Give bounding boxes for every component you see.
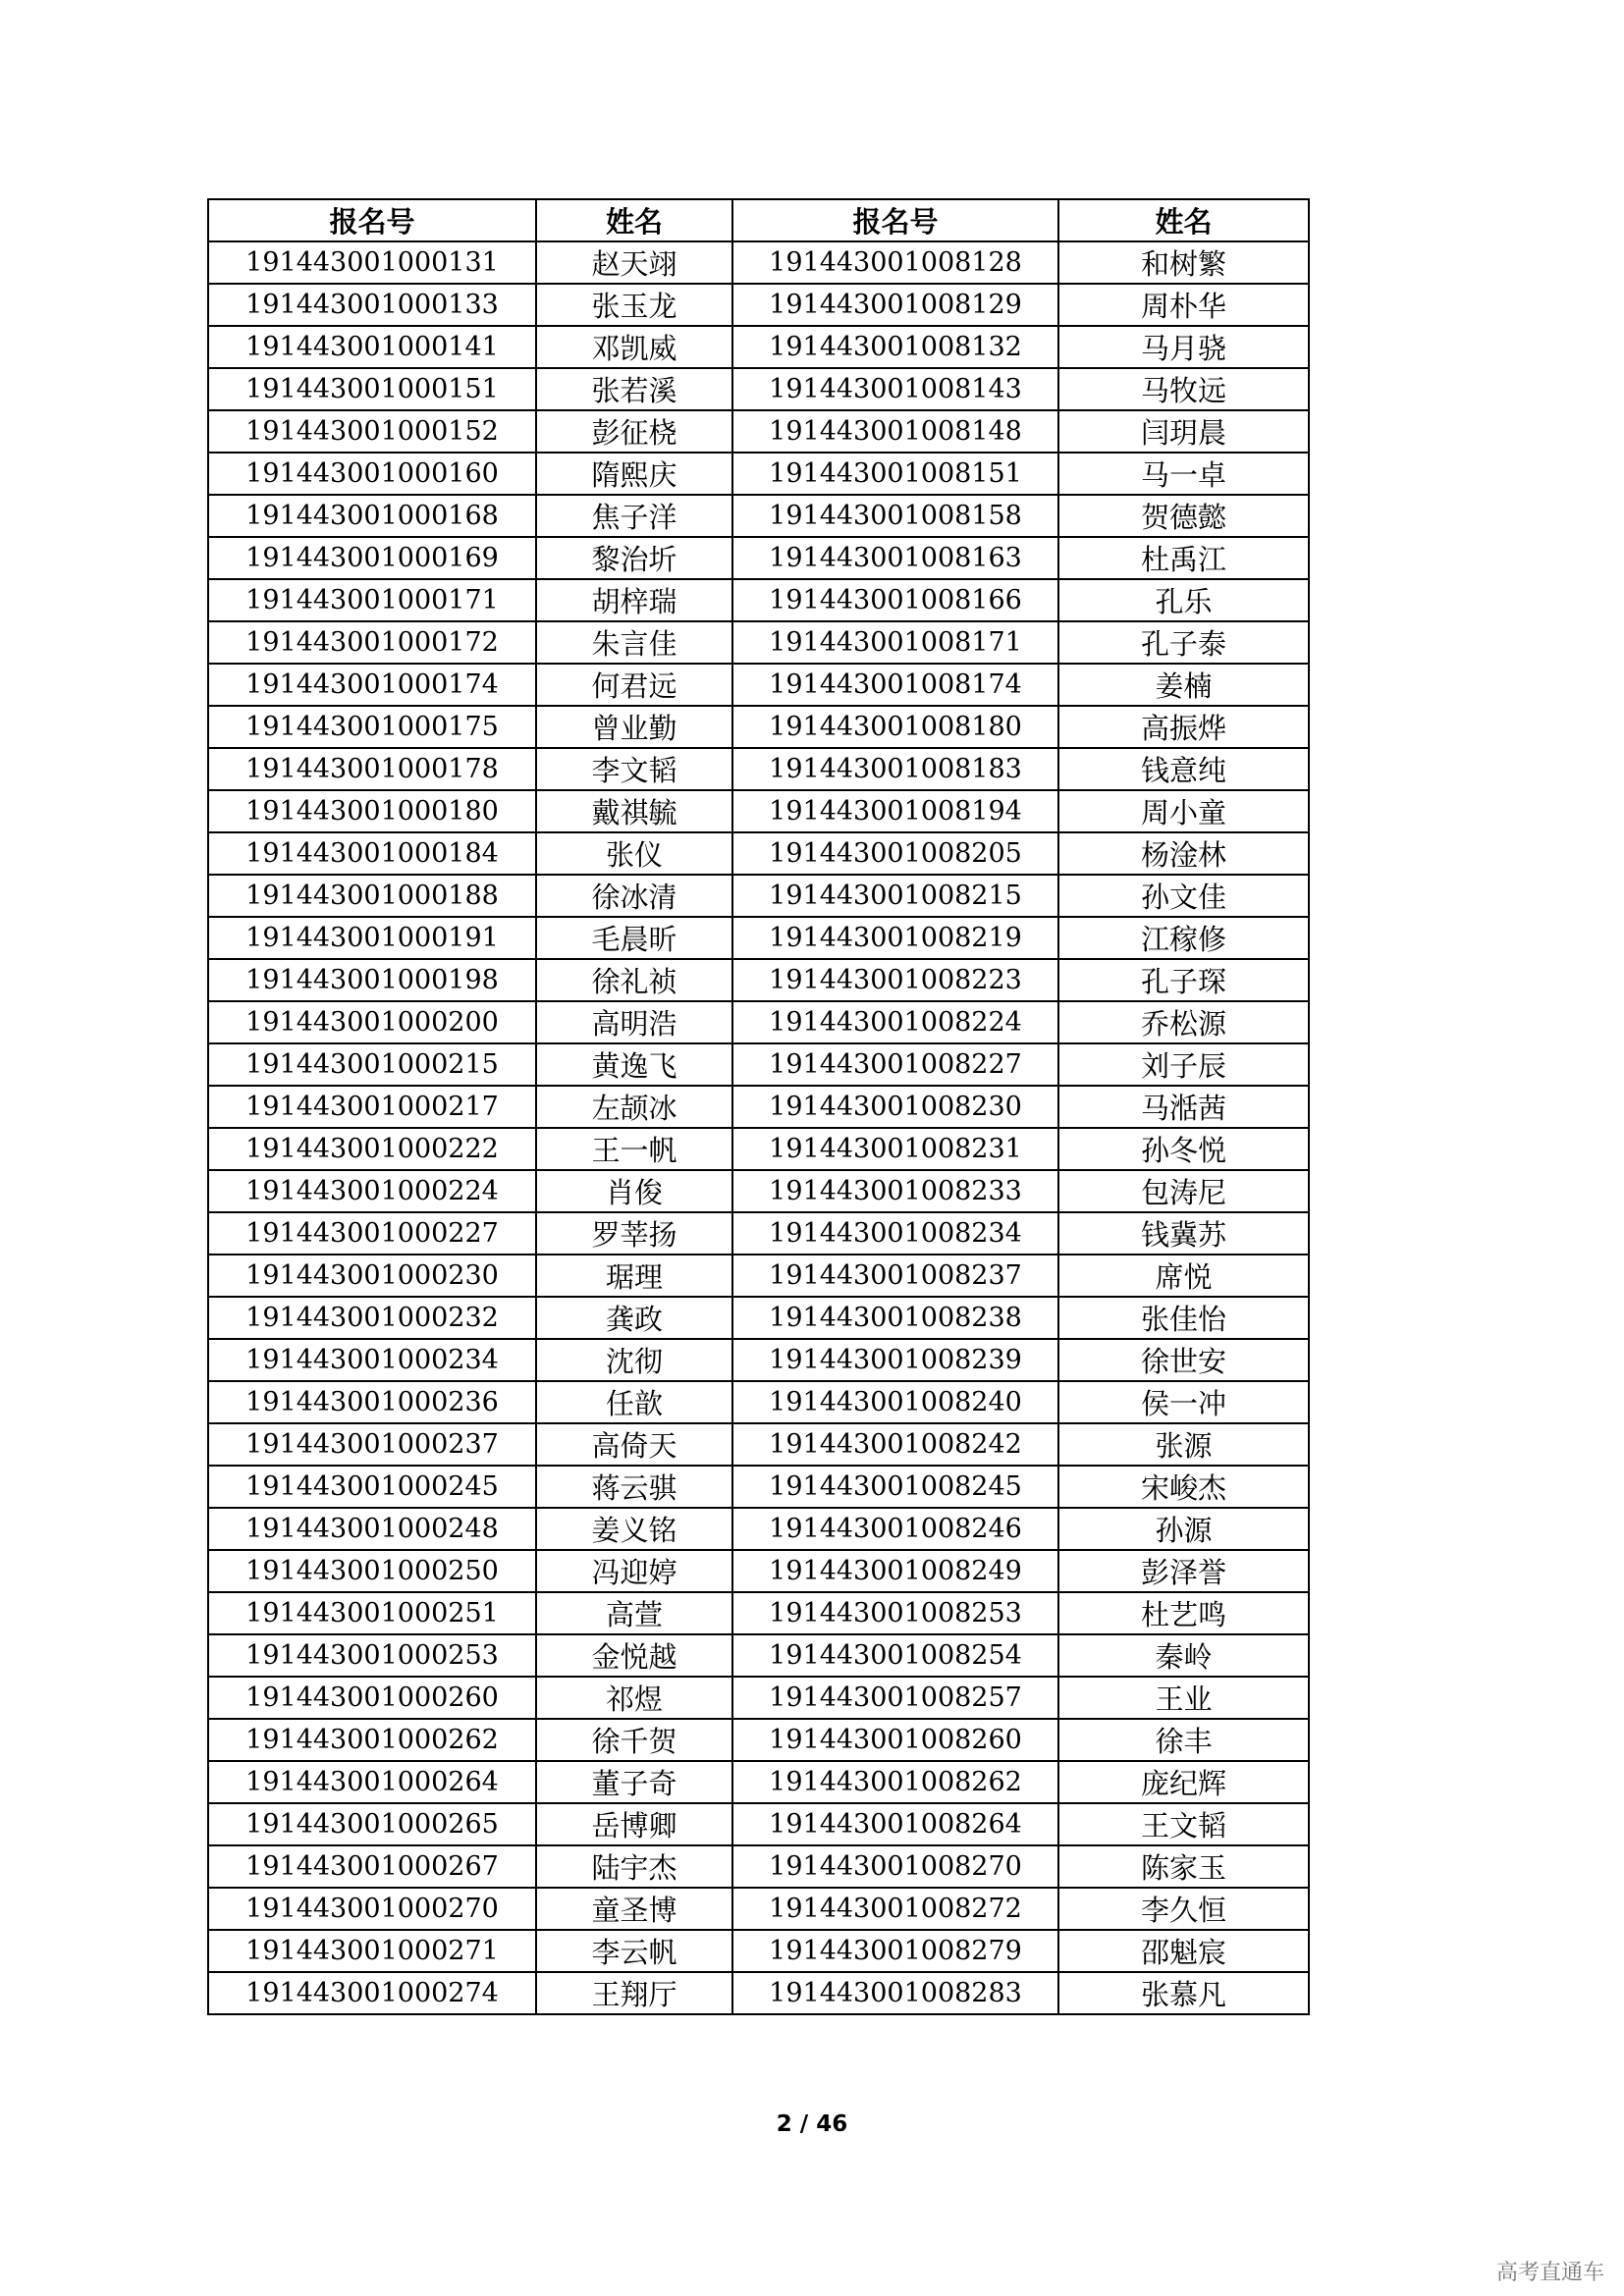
student-name-cell: 邵魁宸 [1058, 1930, 1309, 1972]
registration-no-cell: 191443001000169 [208, 537, 536, 579]
registration-no-cell: 191443001000253 [208, 1634, 536, 1677]
table-row [208, 326, 1309, 368]
student-name-cell: 孔乐 [1058, 579, 1309, 621]
student-name-cell: 沈彻 [536, 1339, 732, 1381]
registration-no-cell: 191443001000178 [208, 748, 536, 790]
student-name-cell: 马一卓 [1058, 453, 1309, 495]
table-row [208, 1423, 1309, 1466]
student-name-cell: 肖俊 [536, 1170, 732, 1212]
registration-no-cell: 191443001008237 [732, 1255, 1058, 1297]
student-name-cell: 张仪 [536, 832, 732, 875]
table-row [208, 748, 1309, 790]
table-row [208, 1634, 1309, 1677]
registration-no-cell: 191443001008234 [732, 1212, 1058, 1255]
student-name-cell: 高萱 [536, 1592, 732, 1634]
registration-no-cell: 191443001000141 [208, 326, 536, 368]
student-name-cell: 张玉龙 [536, 284, 732, 326]
registration-no-cell: 191443001008242 [732, 1423, 1058, 1466]
table-row [208, 917, 1309, 959]
table-row [208, 1043, 1309, 1086]
student-name-cell: 张若溪 [536, 368, 732, 410]
registration-no-cell: 191443001008262 [732, 1761, 1058, 1803]
student-name-cell: 徐世安 [1058, 1339, 1309, 1381]
registration-no-cell: 191443001000234 [208, 1339, 536, 1381]
student-name-cell: 徐冰清 [536, 875, 732, 917]
registration-no-cell: 191443001008239 [732, 1339, 1058, 1381]
table-row [208, 832, 1309, 875]
registration-no-cell: 191443001000152 [208, 410, 536, 453]
student-name-cell: 刘子辰 [1058, 1043, 1309, 1086]
student-name-cell: 隋熙庆 [536, 453, 732, 495]
table-row [208, 1930, 1309, 1972]
student-name-cell: 黄逸飞 [536, 1043, 732, 1086]
registration-no-cell: 191443001008224 [732, 1001, 1058, 1043]
registration-no-cell: 191443001008272 [732, 1888, 1058, 1930]
registration-no-cell: 191443001000217 [208, 1086, 536, 1128]
table-row [208, 1888, 1309, 1930]
table-row [208, 453, 1309, 495]
registration-no-cell: 191443001000168 [208, 495, 536, 537]
student-name-cell: 孙冬悦 [1058, 1128, 1309, 1170]
page-number: 2 / 46 [776, 2111, 848, 2137]
registration-no-cell: 191443001008148 [732, 410, 1058, 453]
registration-no-cell: 191443001008270 [732, 1845, 1058, 1888]
table-row [208, 1339, 1309, 1381]
registration-no-cell: 191443001008231 [732, 1128, 1058, 1170]
student-name-cell: 王文韬 [1058, 1803, 1309, 1845]
table-row [208, 1508, 1309, 1550]
table-row [208, 495, 1309, 537]
student-name-cell: 徐千贺 [536, 1719, 732, 1761]
registration-no-cell: 191443001000265 [208, 1803, 536, 1845]
header-name-1: 姓名 [536, 199, 732, 241]
header-registration-no-1: 报名号 [208, 199, 536, 241]
registration-no-cell: 191443001008227 [732, 1043, 1058, 1086]
registration-no-cell: 191443001008171 [732, 621, 1058, 664]
student-name-cell: 张佳怡 [1058, 1297, 1309, 1339]
student-name-cell: 杨淦林 [1058, 832, 1309, 875]
registration-no-cell: 191443001000175 [208, 706, 536, 748]
student-name-cell: 冯迎婷 [536, 1550, 732, 1592]
student-name-cell: 赵天翊 [536, 241, 732, 284]
student-name-cell: 侯一冲 [1058, 1381, 1309, 1423]
registration-no-cell: 191443001008128 [732, 241, 1058, 284]
student-name-cell: 何君远 [536, 664, 732, 706]
student-name-cell: 陈家玉 [1058, 1845, 1309, 1888]
student-name-cell: 高倚天 [536, 1423, 732, 1466]
student-name-cell: 龚政 [536, 1297, 732, 1339]
student-name-cell: 罗莘扬 [536, 1212, 732, 1255]
student-name-cell: 秦岭 [1058, 1634, 1309, 1677]
student-name-cell: 彭泽誉 [1058, 1550, 1309, 1592]
registration-no-cell: 191443001008233 [732, 1170, 1058, 1212]
table-row [208, 1381, 1309, 1423]
student-name-cell: 琚理 [536, 1255, 732, 1297]
registration-no-cell: 191443001000245 [208, 1466, 536, 1508]
registration-no-cell: 191443001000215 [208, 1043, 536, 1086]
student-name-cell: 江稼修 [1058, 917, 1309, 959]
student-name-cell: 高明浩 [536, 1001, 732, 1043]
registration-no-cell: 191443001008253 [732, 1592, 1058, 1634]
student-name-cell: 徐丰 [1058, 1719, 1309, 1761]
student-name-cell: 闫玥晨 [1058, 410, 1309, 453]
table-row [208, 284, 1309, 326]
student-name-cell: 乔松源 [1058, 1001, 1309, 1043]
table-row [208, 1845, 1309, 1888]
registration-no-cell: 191443001008163 [732, 537, 1058, 579]
table-row [208, 368, 1309, 410]
watermark: 高考直通车 [1495, 2261, 1604, 2285]
student-name-cell: 马湉茜 [1058, 1086, 1309, 1128]
registration-no-cell: 191443001000174 [208, 664, 536, 706]
registration-no-cell: 191443001000131 [208, 241, 536, 284]
registration-no-cell: 191443001000198 [208, 959, 536, 1001]
student-name-cell: 徐礼祯 [536, 959, 732, 1001]
student-name-cell: 周小童 [1058, 790, 1309, 832]
table-row [208, 959, 1309, 1001]
student-name-cell: 焦子洋 [536, 495, 732, 537]
table-row [208, 1466, 1309, 1508]
student-name-cell: 李久恒 [1058, 1888, 1309, 1930]
student-name-cell: 童圣博 [536, 1888, 732, 1930]
registration-no-cell: 191443001000224 [208, 1170, 536, 1212]
table-row [208, 1255, 1309, 1297]
student-name-cell: 贺德懿 [1058, 495, 1309, 537]
registration-no-cell: 191443001008205 [732, 832, 1058, 875]
registration-no-cell: 191443001000237 [208, 1423, 536, 1466]
student-name-cell: 杜禹江 [1058, 537, 1309, 579]
student-name-cell: 张慕凡 [1058, 1972, 1309, 2014]
registration-no-cell: 191443001000262 [208, 1719, 536, 1761]
table-row [208, 1550, 1309, 1592]
student-name-cell: 岳博卿 [536, 1803, 732, 1845]
student-name-cell: 姜楠 [1058, 664, 1309, 706]
student-name-cell: 彭征桡 [536, 410, 732, 453]
table-row [208, 790, 1309, 832]
registration-no-cell: 191443001000260 [208, 1677, 536, 1719]
student-name-cell: 祁煜 [536, 1677, 732, 1719]
student-name-cell: 马牧远 [1058, 368, 1309, 410]
table-row [208, 664, 1309, 706]
registration-no-cell: 191443001008257 [732, 1677, 1058, 1719]
registration-no-cell: 191443001000191 [208, 917, 536, 959]
student-name-cell: 孔子泰 [1058, 621, 1309, 664]
table-row [208, 1761, 1309, 1803]
student-name-cell: 钱意纯 [1058, 748, 1309, 790]
registration-no-cell: 191443001008283 [732, 1972, 1058, 2014]
student-name-cell: 董子奇 [536, 1761, 732, 1803]
registration-no-cell: 191443001008260 [732, 1719, 1058, 1761]
registration-no-cell: 191443001008249 [732, 1550, 1058, 1592]
registration-no-cell: 191443001000171 [208, 579, 536, 621]
registration-no-cell: 191443001008230 [732, 1086, 1058, 1128]
student-name-cell: 姜义铭 [536, 1508, 732, 1550]
header-registration-no-2: 报名号 [732, 199, 1058, 241]
registration-no-cell: 191443001000222 [208, 1128, 536, 1170]
table-row [208, 1677, 1309, 1719]
student-name-cell: 王一帆 [536, 1128, 732, 1170]
student-name-cell: 胡梓瑞 [536, 579, 732, 621]
registration-no-cell: 191443001008219 [732, 917, 1058, 959]
table-row [208, 579, 1309, 621]
student-name-cell: 左颉冰 [536, 1086, 732, 1128]
table-row [208, 1972, 1309, 2014]
registration-no-cell: 191443001000184 [208, 832, 536, 875]
student-name-cell: 毛晨昕 [536, 917, 732, 959]
registration-no-cell: 191443001008166 [732, 579, 1058, 621]
header-name-2: 姓名 [1058, 199, 1309, 241]
registration-no-cell: 191443001008158 [732, 495, 1058, 537]
student-name-cell: 孙源 [1058, 1508, 1309, 1550]
student-name-cell: 邓凯威 [536, 326, 732, 368]
registration-no-cell: 191443001000133 [208, 284, 536, 326]
registration-no-cell: 191443001008132 [732, 326, 1058, 368]
table-row [208, 1592, 1309, 1634]
table-row [208, 1086, 1309, 1128]
registration-no-cell: 191443001000188 [208, 875, 536, 917]
registration-no-cell: 191443001008194 [732, 790, 1058, 832]
registration-no-cell: 191443001008245 [732, 1466, 1058, 1508]
registration-table [207, 198, 1310, 2015]
registration-no-cell: 191443001008264 [732, 1803, 1058, 1845]
registration-no-cell: 191443001000180 [208, 790, 536, 832]
registration-no-cell: 191443001000227 [208, 1212, 536, 1255]
table-row [208, 1212, 1309, 1255]
table-row [208, 1719, 1309, 1761]
student-name-cell: 张源 [1058, 1423, 1309, 1466]
table-row [208, 1170, 1309, 1212]
registration-no-cell: 191443001008183 [732, 748, 1058, 790]
student-name-cell: 任歆 [536, 1381, 732, 1423]
registration-no-cell: 191443001008129 [732, 284, 1058, 326]
registration-no-cell: 191443001000232 [208, 1297, 536, 1339]
student-name-cell: 戴祺毓 [536, 790, 732, 832]
student-name-cell: 庞纪辉 [1058, 1761, 1309, 1803]
registration-no-cell: 191443001000160 [208, 453, 536, 495]
registration-no-cell: 191443001008174 [732, 664, 1058, 706]
registration-no-cell: 191443001000271 [208, 1930, 536, 1972]
table-header-row [208, 199, 1309, 241]
registration-no-cell: 191443001008143 [732, 368, 1058, 410]
table-row [208, 875, 1309, 917]
student-name-cell: 孔子琛 [1058, 959, 1309, 1001]
table-row [208, 537, 1309, 579]
table-body [208, 241, 1309, 2014]
registration-no-cell: 191443001000172 [208, 621, 536, 664]
registration-no-cell: 191443001000151 [208, 368, 536, 410]
student-name-cell: 杜艺鸣 [1058, 1592, 1309, 1634]
registration-no-cell: 191443001000264 [208, 1761, 536, 1803]
table-row [208, 621, 1309, 664]
student-name-cell: 金悦越 [536, 1634, 732, 1677]
registration-no-cell: 191443001008254 [732, 1634, 1058, 1677]
table-row [208, 1297, 1309, 1339]
table-row [208, 706, 1309, 748]
student-name-cell: 曾业勤 [536, 706, 732, 748]
table-row [208, 410, 1309, 453]
student-name-cell: 李文韬 [536, 748, 732, 790]
registration-no-cell: 191443001008151 [732, 453, 1058, 495]
registration-no-cell: 191443001000274 [208, 1972, 536, 2014]
registration-no-cell: 191443001000248 [208, 1508, 536, 1550]
student-name-cell: 王翔厅 [536, 1972, 732, 2014]
student-name-cell: 宋峻杰 [1058, 1466, 1309, 1508]
registration-no-cell: 191443001000267 [208, 1845, 536, 1888]
student-name-cell: 王业 [1058, 1677, 1309, 1719]
registration-no-cell: 191443001008223 [732, 959, 1058, 1001]
registration-no-cell: 191443001000236 [208, 1381, 536, 1423]
student-name-cell: 黎治圻 [536, 537, 732, 579]
registration-no-cell: 191443001000230 [208, 1255, 536, 1297]
student-name-cell: 陆宇杰 [536, 1845, 732, 1888]
registration-no-cell: 191443001000200 [208, 1001, 536, 1043]
registration-no-cell: 191443001008240 [732, 1381, 1058, 1423]
registration-no-cell: 191443001000251 [208, 1592, 536, 1634]
student-name-cell: 周朴华 [1058, 284, 1309, 326]
student-name-cell: 李云帆 [536, 1930, 732, 1972]
student-name-cell: 孙文佳 [1058, 875, 1309, 917]
registration-no-cell: 191443001008279 [732, 1930, 1058, 1972]
table-row [208, 1128, 1309, 1170]
registration-no-cell: 191443001000250 [208, 1550, 536, 1592]
student-name-cell: 钱冀苏 [1058, 1212, 1309, 1255]
registration-no-cell: 191443001008238 [732, 1297, 1058, 1339]
registration-no-cell: 191443001008215 [732, 875, 1058, 917]
table-row [208, 241, 1309, 284]
student-name-cell: 蒋云骐 [536, 1466, 732, 1508]
registration-no-cell: 191443001008180 [732, 706, 1058, 748]
student-name-cell: 和树繁 [1058, 241, 1309, 284]
table-row [208, 1803, 1309, 1845]
student-name-cell: 席悦 [1058, 1255, 1309, 1297]
registration-no-cell: 191443001000270 [208, 1888, 536, 1930]
table-row [208, 1001, 1309, 1043]
student-name-cell: 包涛尼 [1058, 1170, 1309, 1212]
registration-no-cell: 191443001008246 [732, 1508, 1058, 1550]
student-name-cell: 马月骁 [1058, 326, 1309, 368]
student-name-cell: 高振烨 [1058, 706, 1309, 748]
student-name-cell: 朱言佳 [536, 621, 732, 664]
